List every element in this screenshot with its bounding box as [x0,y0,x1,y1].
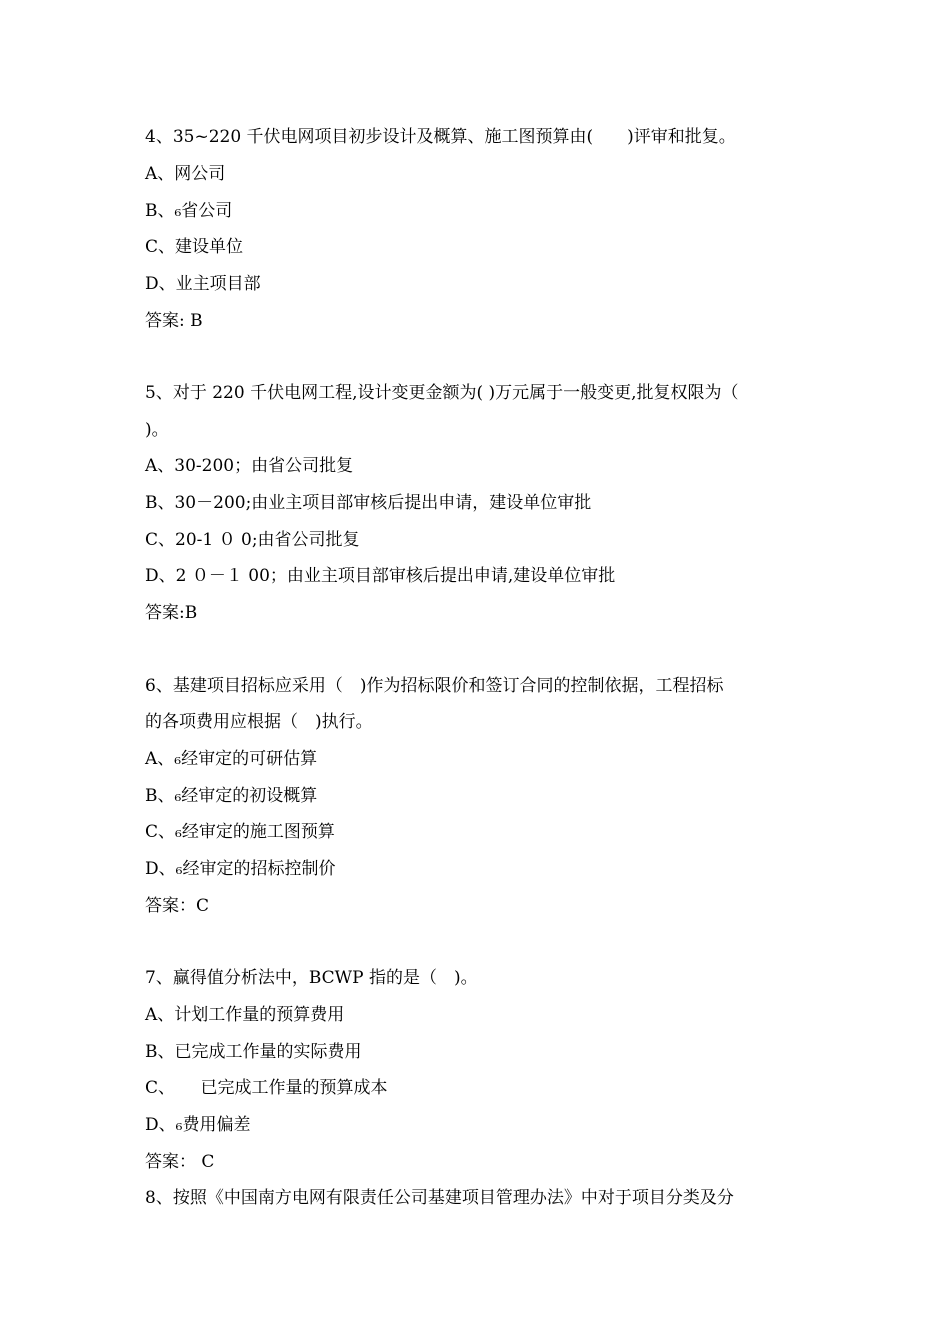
question-5-option-b: B、30－200;由业主项目部审核后提出申请，建设单位审批 [145,493,592,513]
question-5-answer: 答案:B [145,603,198,623]
question-4-option-c: C、建设单位 [145,237,244,257]
question-5-option-c: C、20-1 ０ 0;由省公司批复 [145,530,360,550]
question-4-answer: 答案: B [145,311,203,331]
question-6-option-d: D、₆经审定的招标控制价 [145,859,336,879]
question-7-option-b: B、已完成工作量的实际费用 [145,1042,362,1062]
question-6-stem-line-2: 的各项费用应根据（ )执行。 [145,712,373,732]
question-7-option-d: D、₆费用偏差 [145,1115,251,1135]
question-6-answer: 答案：C [145,896,210,916]
question-5-stem-line-2: )。 [145,420,169,440]
question-4-option-a: A、网公司 [145,164,226,184]
question-6-option-a: A、₆经审定的可研估算 [145,749,318,769]
question-7-option-a: A、计划工作量的预算费用 [145,1005,345,1025]
question-7-answer: 答案： C [145,1152,215,1172]
question-7-option-c: C、 已完成工作量的预算成本 [145,1078,388,1098]
question-6-option-c: C、₆经审定的施工图预算 [145,822,335,842]
question-4-option-b: B、₆省公司 [145,201,233,221]
question-7-stem: 7、赢得值分析法中，BCWP 指的是（ )。 [145,968,478,988]
question-8-stem: 8、按照《中国南方电网有限责任公司基建项目管理办法》中对于项目分类及分 [145,1188,734,1208]
question-5-option-a: A、30-200；由省公司批复 [145,456,354,476]
question-6-stem-line-1: 6、基建项目招标应采用（ )作为招标限价和签订合同的控制依据，工程招标 [145,676,724,696]
question-5-option-d: D、2 ０－１ 00；由业主项目部审核后提出申请,建设单位审批 [145,566,616,586]
question-5-stem-line-1: 5、对于 220 千伏电网工程,设计变更金额为( )万元属于一般变更,批复权限为（ [145,383,739,403]
question-4-stem: 4、35~220 千伏电网项目初步设计及概算、施工图预算由( )评审和批复。 [145,127,736,147]
question-6-option-b: B、₆经审定的初设概算 [145,786,318,806]
question-4-option-d: D、业主项目部 [145,274,261,294]
